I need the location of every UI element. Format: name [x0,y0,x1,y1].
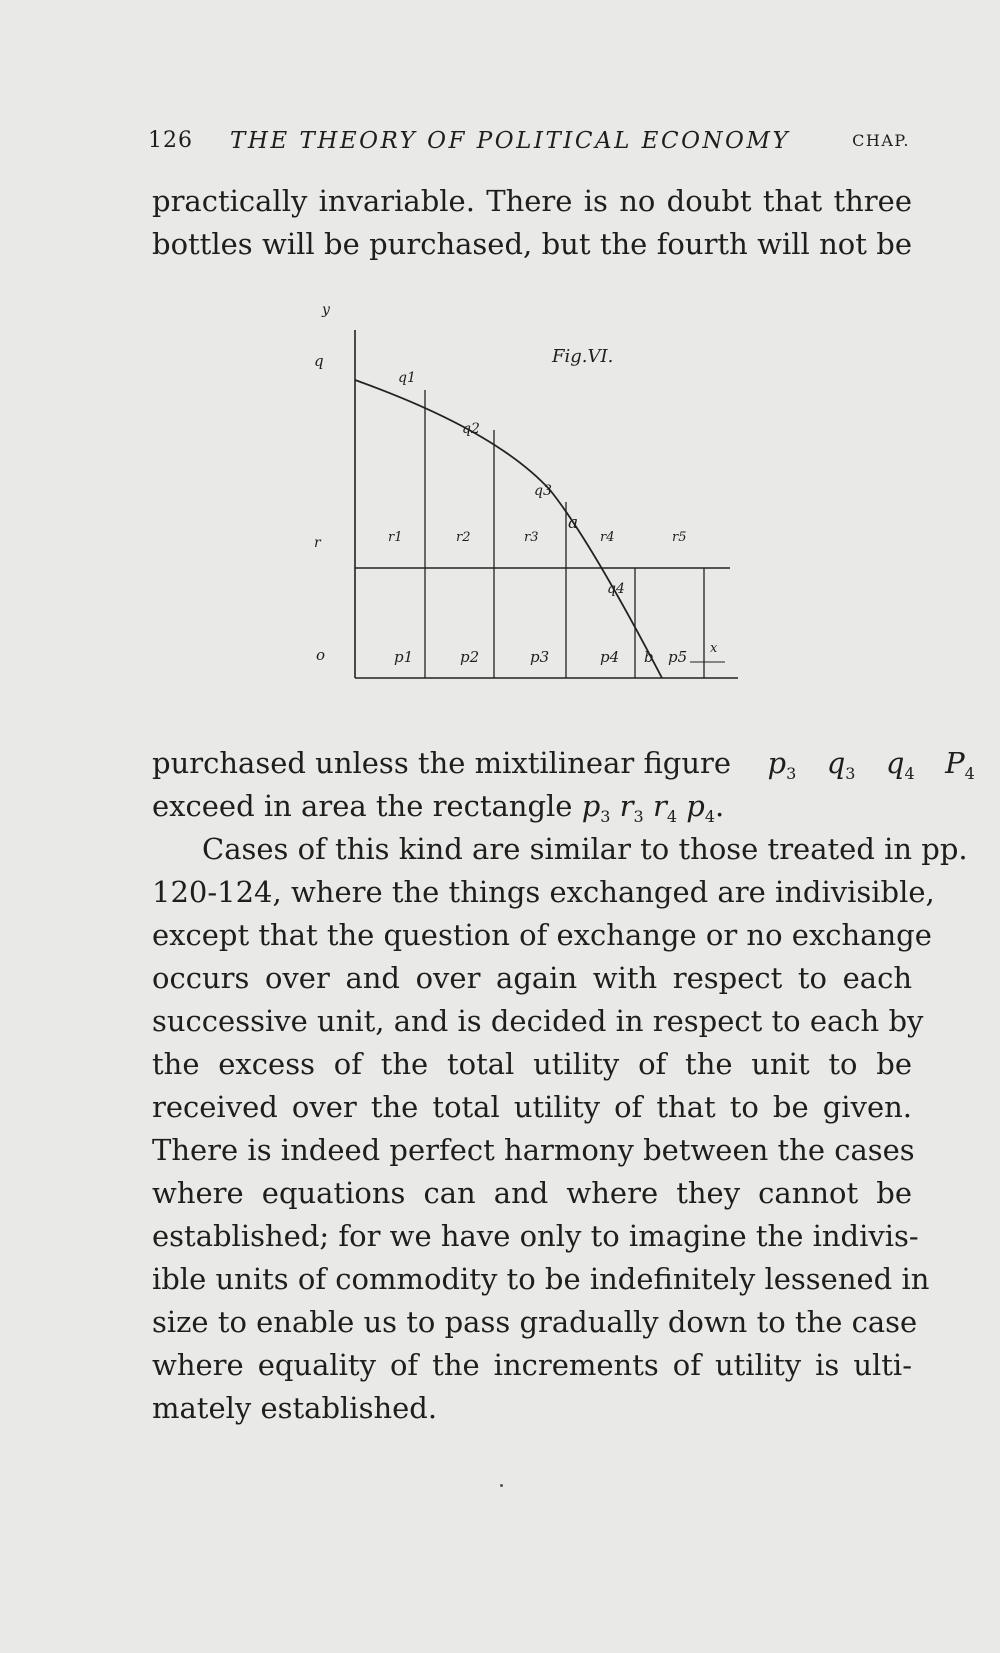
symbol-p: p [581,789,601,823]
text-line: practically invariable. There is no doubt that three [152,184,912,218]
subscript: 3 [633,807,644,826]
label-r2: r2 [456,530,471,545]
label-r: r [314,535,321,551]
figure-diagram [314,302,740,710]
subscript: 4 [704,807,715,826]
symbol-p: p [686,789,705,823]
text-line: bottles will be purchased, but the fourth will not be [152,227,912,261]
label-a: a [568,513,579,533]
label-x: x [710,641,718,656]
text-line: received over the total utility of that to be given. [152,1090,912,1124]
label-r5: r5 [672,530,687,545]
running-head [148,128,910,162]
label-r3: r3 [524,530,539,545]
label-q3: q3 [534,483,552,499]
label-o: o [316,646,326,664]
text-line: mately established. [152,1391,438,1425]
label-q: q [314,352,324,370]
period: . [715,789,725,823]
symbol-q: q [885,746,905,780]
subscript: 4 [904,764,915,783]
label-p2: p2 [460,648,480,666]
chapter-label: CHAP. [852,131,910,150]
label-p4: p4 [600,648,620,666]
page-number: 126 [148,128,193,153]
symbol-r: r [619,789,634,823]
text-line: Cases of this kind are similar to those treated in pp. [202,832,968,866]
label-y: y [322,302,330,318]
paragraph-top [152,180,912,266]
text-line: occurs over and over again with respect to each [152,961,912,995]
label-r4: r4 [600,530,615,545]
label-q4: q4 [607,581,625,597]
label-q2: q2 [462,421,480,437]
symbol-r: r [652,789,667,823]
text-fragment: purchased unless the mixtilinear figure [152,746,732,780]
label-p3: p3 [530,648,550,666]
subscript: 3 [786,764,797,783]
text-line: successive unit, and is decided in respect to each by [152,1004,924,1038]
subscript: 3 [600,807,611,826]
text-line: 120-124, where the things exchanged are indivisible, [152,875,935,909]
text-line: where equality of the increments of utility is ulti- [152,1348,912,1382]
subscript: 4 [666,807,678,826]
symbol-P: P [945,746,965,780]
paragraph-bottom [152,828,968,1430]
subscript: 3 [845,764,856,783]
text-line: size to enable us to pass gradually down to the case [152,1305,918,1339]
text-line: except that the question of exchange or no exchange [152,918,932,952]
figure-caption: Fig.VI. [552,346,614,367]
utility-curve [355,380,662,678]
symbol-p: p [767,746,787,780]
text-line: where equations can and where they cannot be [152,1176,912,1210]
label-r1: r1 [388,530,403,545]
printer-dot [500,1484,503,1487]
text-line: established; for we have only to imagine the indivis- [152,1219,919,1253]
text-line: ible units of commodity to be indefinitely lessened in [152,1262,930,1296]
symbol-q: q [826,746,846,780]
label-b: b [644,648,654,666]
text-line: the excess of the total utility of the unit to be [152,1047,912,1081]
label-p1: p1 [394,648,414,666]
label-p5: p5 [668,648,688,666]
label-q1: q1 [398,370,416,386]
book-title: THE THEORY OF POLITICAL ECONOMY [230,128,791,154]
text-fragment: exceed in area the rectangle [152,789,573,823]
figure-vi [314,302,740,710]
text-line: There is indeed perfect harmony between the cases [152,1133,915,1167]
subscript: 4 [964,764,975,783]
